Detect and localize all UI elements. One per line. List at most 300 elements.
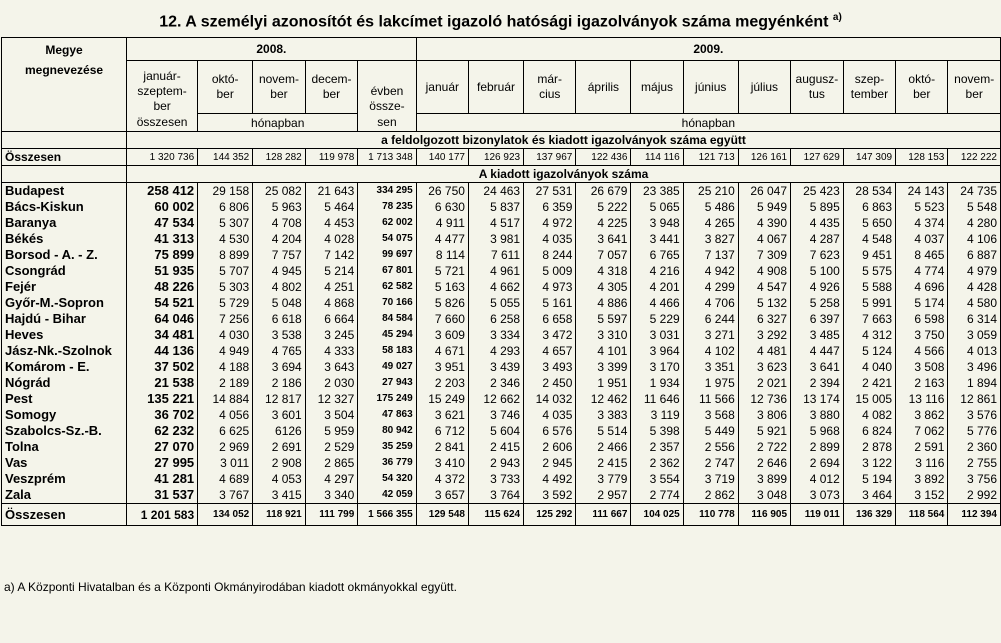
data-cell: 3 862 (914, 408, 945, 422)
data-cell: 5 449 (704, 424, 735, 438)
data-cell: 3 948 (649, 216, 680, 230)
data-cell: 3 746 (490, 408, 521, 422)
data-cell: 4 979 (966, 264, 997, 278)
data-cell: 26 047 (750, 184, 788, 198)
data-cell: 4 453 (324, 216, 355, 230)
data-cell: 12 462 (590, 392, 628, 406)
footnote: a) A Központi Hivatalban és a Központi Okmányirodában kiadott okmányokkal együtt. (4, 580, 457, 594)
data-cell: 334 295 (376, 185, 413, 196)
data-cell: 2 421 (862, 376, 893, 390)
data-cell: 2 957 (597, 488, 628, 502)
data-cell: 4 374 (914, 216, 945, 230)
data-rows (2, 183, 1001, 504)
total-cell: 137 967 (524, 149, 576, 166)
data-cell: 4 216 (649, 264, 680, 278)
data-cell: 4 926 (809, 280, 840, 294)
county-name: Nógrád (5, 375, 51, 390)
data-cell: 3 031 (649, 328, 680, 342)
grand-total-cell: 115 624 (468, 504, 523, 526)
data-cell: 3 073 (809, 488, 840, 502)
data-cell: 4 028 (324, 232, 355, 246)
grand-total-cell: 134 052 (198, 504, 253, 526)
grand-total-cell: 111 799 (305, 504, 358, 526)
data-cell: 4 973 (542, 280, 573, 294)
data-cell: 27 995 (154, 455, 195, 470)
grand-total-cell: 110 778 (683, 504, 738, 526)
data-column-2 (253, 183, 306, 504)
data-cell: 2 362 (649, 456, 680, 470)
data-cell: 3 951 (434, 360, 465, 374)
data-cell: 4 671 (434, 344, 465, 358)
data-cell: 3 441 (649, 232, 680, 246)
data-cell: 44 136 (154, 343, 195, 358)
data-cell: 7 062 (914, 424, 945, 438)
data-cell: 4 945 (271, 264, 302, 278)
data-cell: 4 312 (862, 328, 893, 342)
total-cell: 119 978 (305, 149, 358, 166)
section2-spacer (2, 166, 127, 183)
data-cell: 3 048 (757, 488, 788, 502)
data-cell: 6 664 (324, 312, 355, 326)
data-cell: 6 576 (542, 424, 573, 438)
data-cell: 5 398 (649, 424, 680, 438)
data-cell: 15 005 (855, 392, 893, 406)
col-oct-2008-header: októ- ber (198, 61, 253, 114)
data-column-15 (948, 183, 1001, 504)
data-cell: 62 582 (382, 281, 413, 292)
data-cell: 45 294 (382, 329, 413, 340)
data-cell: 4 868 (324, 296, 355, 310)
data-cell: 25 082 (265, 184, 302, 198)
data-cell: 5 229 (649, 312, 680, 326)
data-cell: 3 245 (324, 328, 355, 342)
data-cell: 4 082 (862, 408, 893, 422)
data-cell: 4 689 (219, 472, 250, 486)
data-cell: 2 591 (914, 440, 945, 454)
data-cell: 54 075 (382, 233, 413, 244)
data-cell: 4 201 (649, 280, 680, 294)
data-cell: 5 163 (434, 280, 465, 294)
data-cell: 4 802 (271, 280, 302, 294)
data-cell: 3 310 (597, 328, 628, 342)
data-cell: 3 641 (597, 232, 628, 246)
data-cell: 5 258 (809, 296, 840, 310)
data-cell: 24 463 (483, 184, 521, 198)
data-cell: 80 942 (382, 425, 413, 436)
county-name: Somogy (5, 407, 57, 422)
data-cell: 4 299 (704, 280, 735, 294)
county-names-cell (2, 183, 127, 504)
grand-total-cell: 112 394 (948, 504, 1001, 526)
col-dec-2008-header: decem- ber (305, 61, 358, 114)
data-cell: 5 548 (966, 200, 997, 214)
data-cell: 8 465 (914, 248, 945, 262)
data-cell: 78 235 (382, 201, 413, 212)
data-cell: 3 621 (434, 408, 465, 422)
jan-sep-unit-label: összesen (127, 114, 198, 132)
col-2009-month-1-header: február (468, 61, 523, 114)
data-cell: 3 538 (271, 328, 302, 342)
data-cell: 62 232 (154, 423, 195, 438)
col-year-total-header: évben össze- (358, 61, 416, 114)
col-2009-month-0-header: január (416, 61, 468, 114)
data-cell: 6 824 (862, 424, 893, 438)
data-cell: 4 053 (271, 472, 302, 486)
data-cell: 27 070 (154, 439, 195, 454)
data-cell: 3 899 (757, 472, 788, 486)
data-cell: 13 174 (803, 392, 840, 406)
data-cell: 14 884 (212, 392, 250, 406)
data-cell: 5 968 (809, 424, 840, 438)
data-cell: 4 188 (219, 360, 250, 374)
data-cell: 4 102 (704, 344, 735, 358)
honapban-2009-label: hónapban (416, 114, 1000, 132)
data-cell: 2 021 (757, 376, 788, 390)
data-cell: 5 514 (597, 424, 628, 438)
data-cell: 2 722 (757, 440, 788, 454)
county-name: Borsod - A. - Z. (5, 247, 98, 262)
data-cell: 4 035 (542, 232, 573, 246)
grand-total-cell: 104 025 (631, 504, 683, 526)
data-cell: 2 646 (757, 456, 788, 470)
data-cell: 54 320 (382, 473, 413, 484)
grand-total-cell: 119 011 (791, 504, 844, 526)
total-cell: 114 116 (631, 149, 683, 166)
data-cell: 2 163 (914, 376, 945, 390)
total-cell: 121 713 (683, 149, 738, 166)
data-cell: 3 767 (219, 488, 250, 502)
data-cell: 12 736 (750, 392, 788, 406)
data-cell: 2 945 (542, 456, 573, 470)
data-cell: 2 357 (649, 440, 680, 454)
data-cell: 99 697 (382, 249, 413, 260)
data-cell: 11 566 (698, 392, 735, 406)
total-cell: 147 309 (843, 149, 895, 166)
data-column-13 (843, 183, 895, 504)
data-cell: 5 464 (324, 200, 355, 214)
data-cell: 3 643 (324, 360, 355, 374)
data-cell: 2 346 (490, 376, 521, 390)
total-cell: 1 713 348 (358, 149, 416, 166)
data-cell: 3 415 (271, 488, 302, 502)
grand-total-row (2, 504, 1001, 526)
data-cell: 5 161 (542, 296, 573, 310)
data-cell: 1 934 (649, 376, 680, 390)
col-2009-month-9-header: októ- ber (896, 61, 948, 114)
data-cell: 6 598 (914, 312, 945, 326)
data-cell: 3 779 (597, 472, 628, 486)
col-2009-month-2-header: már- cius (524, 61, 576, 114)
data-cell: 4 942 (704, 264, 735, 278)
data-cell: 5 959 (324, 424, 355, 438)
title-footnote-mark: a) (832, 12, 842, 23)
data-cell: 5 729 (219, 296, 250, 310)
data-cell: 3 496 (966, 360, 997, 374)
data-cell: 1 975 (704, 376, 735, 390)
data-cell: 1 951 (597, 376, 628, 390)
total-cell: 122 222 (948, 149, 1001, 166)
data-cell: 4 318 (597, 264, 628, 278)
total-cell: 127 629 (791, 149, 844, 166)
data-cell: 5 065 (649, 200, 680, 214)
data-cell: 2 992 (966, 488, 997, 502)
data-cell: 62 002 (382, 217, 413, 228)
data-cell: 4 708 (271, 216, 302, 230)
data-cell: 3 806 (757, 408, 788, 422)
county-name: Jász-Nk.-Szolnok (5, 343, 112, 358)
col-2009-month-8-header: szep- tember (843, 61, 895, 114)
data-cell: 7 256 (219, 312, 250, 326)
data-cell: 3 152 (914, 488, 945, 502)
data-cell: 175 249 (376, 393, 413, 404)
data-cell: 3 340 (324, 488, 355, 502)
data-cell: 24 735 (960, 184, 997, 198)
data-cell: 2 466 (597, 440, 628, 454)
data-cell: 12 861 (960, 392, 997, 406)
data-cell: 6 359 (542, 200, 573, 214)
data-cell: 3 292 (757, 328, 788, 342)
data-cell: 3 399 (597, 360, 628, 374)
data-cell: 6 258 (490, 312, 521, 326)
data-cell: 4 530 (219, 232, 250, 246)
data-cell: 2 203 (434, 376, 465, 390)
data-cell: 5 214 (324, 264, 355, 278)
data-cell: 31 537 (154, 487, 195, 502)
data-cell: 2 186 (271, 376, 302, 390)
data-cell: 2 841 (434, 440, 465, 454)
data-cell: 4 447 (809, 344, 840, 358)
section1-label: a feldolgozott bizonylatok és kiadott igazolványok száma együtt (127, 132, 1001, 149)
data-cell: 5 721 (434, 264, 465, 278)
data-cell: 2 862 (704, 488, 735, 502)
data-cell: 3 694 (271, 360, 302, 374)
data-cell: 6 244 (704, 312, 735, 326)
data-cell: 3 334 (490, 328, 521, 342)
data-cell: 3 609 (434, 328, 465, 342)
data-cell: 2 943 (490, 456, 521, 470)
data-column-9 (631, 183, 683, 504)
data-cell: 42 059 (382, 489, 413, 500)
col-nov-2008-header: novem- ber (253, 61, 306, 114)
data-cell: 4 293 (490, 344, 521, 358)
data-cell: 11 646 (643, 392, 680, 406)
data-cell: 4 492 (542, 472, 573, 486)
data-cell: 5 949 (757, 200, 788, 214)
data-cell: 6 618 (271, 312, 302, 326)
data-cell: 7 660 (434, 312, 465, 326)
total-cell: 126 923 (468, 149, 523, 166)
data-cell: 6 806 (219, 200, 250, 214)
data-cell: 3 170 (649, 360, 680, 374)
data-column-5 (416, 183, 468, 504)
data-cell: 5 963 (271, 200, 302, 214)
data-cell: 5 009 (542, 264, 573, 278)
data-cell: 258 412 (147, 183, 195, 198)
data-cell: 4 908 (757, 264, 788, 278)
data-cell: 5 604 (490, 424, 521, 438)
data-cell: 3 981 (490, 232, 521, 246)
data-cell: 7 137 (704, 248, 735, 262)
data-cell: 4 251 (324, 280, 355, 294)
section1-spacer (2, 132, 127, 149)
data-cell: 27 943 (382, 377, 413, 388)
data-cell: 60 002 (154, 199, 195, 214)
data-cell: 8 899 (219, 248, 250, 262)
data-cell: 5 921 (757, 424, 788, 438)
data-cell: 3 719 (704, 472, 735, 486)
col-2009-month-7-header: augusz- tus (791, 61, 844, 114)
grand-total-cell: 129 548 (416, 504, 468, 526)
data-cell: 3 657 (434, 488, 465, 502)
data-cell: 5 837 (490, 200, 521, 214)
data-cell: 4 013 (966, 344, 997, 358)
section2-label: A kiadott igazolványok száma (127, 166, 1001, 183)
data-cell: 3 576 (966, 408, 997, 422)
data-column-3 (305, 183, 358, 504)
data-cell: 3 601 (271, 408, 302, 422)
data-cell: 41 313 (154, 231, 195, 246)
col-2009-month-3-header: április (576, 61, 631, 114)
data-cell: 4 566 (914, 344, 945, 358)
data-cell: 5 826 (434, 296, 465, 310)
data-cell: 29 158 (212, 184, 250, 198)
data-column-11 (738, 183, 790, 504)
data-cell: 6 658 (542, 312, 573, 326)
total-cell: 140 177 (416, 149, 468, 166)
data-cell: 2 394 (809, 376, 840, 390)
grand-total-cell: 1 201 583 (127, 504, 198, 526)
data-cell: 4 972 (542, 216, 573, 230)
col-2009-month-4-header: május (631, 61, 683, 114)
data-cell: 3 756 (966, 472, 997, 486)
data-cell: 25 423 (803, 184, 840, 198)
total-row-label: Összesen (2, 149, 127, 166)
data-cell: 3 827 (704, 232, 735, 246)
data-cell: 2 606 (542, 440, 573, 454)
data-cell: 9 451 (862, 248, 893, 262)
data-cell: 12 817 (265, 392, 302, 406)
grand-total-cell: 118 921 (253, 504, 306, 526)
data-cell: 4 435 (809, 216, 840, 230)
header-row-years (2, 38, 1001, 61)
data-cell: 2 755 (966, 456, 997, 470)
year-2009-header: 2009. (416, 38, 1000, 61)
data-cell: 4 305 (597, 280, 628, 294)
data-cell: 4 949 (219, 344, 250, 358)
data-cell: 3 892 (914, 472, 945, 486)
data-cell: 3 554 (649, 472, 680, 486)
data-cell: 2 415 (597, 456, 628, 470)
data-cell: 7 611 (490, 248, 521, 262)
data-cell: 15 249 (428, 392, 465, 406)
data-cell: 2 694 (809, 456, 840, 470)
data-cell: 4 517 (490, 216, 521, 230)
data-cell: 12 327 (317, 392, 355, 406)
data-cell: 2 878 (862, 440, 893, 454)
data-cell: 4 067 (757, 232, 788, 246)
data-cell: 2 450 (542, 376, 573, 390)
data-cell: 7 757 (271, 248, 302, 262)
data-cell: 4 961 (490, 264, 521, 278)
data-cell: 41 281 (154, 471, 195, 486)
data-cell: 4 481 (757, 344, 788, 358)
county-name: Vas (5, 455, 28, 470)
data-cell: 3 592 (542, 488, 573, 502)
data-cell: 2 899 (809, 440, 840, 454)
county-name: Baranya (5, 215, 57, 230)
data-cell: 4 030 (219, 328, 250, 342)
data-cell: 5 895 (809, 200, 840, 214)
data-cell: 4 225 (597, 216, 628, 230)
data-cell: 2 529 (324, 440, 355, 454)
data-cell: 2 691 (271, 440, 302, 454)
data-cell: 21 538 (154, 375, 195, 390)
data-cell: 24 143 (907, 184, 945, 198)
data-cell: 48 226 (154, 279, 195, 294)
data-cell: 47 534 (154, 215, 195, 230)
data-cell: 2 908 (271, 456, 302, 470)
data-cell: 67 801 (382, 265, 413, 276)
data-table (1, 37, 1001, 526)
county-name: Szabolcs-Sz.-B. (5, 423, 102, 438)
page-title (0, 12, 1001, 31)
data-cell: 2 415 (490, 440, 521, 454)
data-cell: 26 750 (428, 184, 465, 198)
data-cell: 5 048 (271, 296, 302, 310)
data-cell: 75 899 (154, 247, 195, 262)
data-cell: 2 747 (704, 456, 735, 470)
data-cell: 5 486 (704, 200, 735, 214)
data-cell: 5 707 (219, 264, 250, 278)
data-cell: 64 046 (154, 311, 195, 326)
grand-total-cell: 116 905 (738, 504, 790, 526)
data-cell: 4 548 (862, 232, 893, 246)
data-cell: 4 428 (966, 280, 997, 294)
data-cell: 4 101 (597, 344, 628, 358)
data-cell: 6 397 (809, 312, 840, 326)
data-column-8 (576, 183, 631, 504)
year-2008-header: 2008. (127, 38, 417, 61)
data-cell: 4 580 (966, 296, 997, 310)
data-cell: 4 886 (597, 296, 628, 310)
total-cell: 122 436 (576, 149, 631, 166)
data-cell: 7 623 (809, 248, 840, 262)
data-cell: 5 174 (914, 296, 945, 310)
data-cell: 35 259 (382, 441, 413, 452)
data-cell: 6 327 (757, 312, 788, 326)
data-cell: 5 222 (597, 200, 628, 214)
data-cell: 4 012 (809, 472, 840, 486)
data-cell: 27 531 (535, 184, 573, 198)
col-jan-sep-header: január- szeptem- ber (127, 61, 198, 114)
data-cell: 4 280 (966, 216, 997, 230)
data-cell: 37 502 (154, 359, 195, 374)
data-cell: 2 865 (324, 456, 355, 470)
data-cell: 3 504 (324, 408, 355, 422)
data-cell: 4 390 (757, 216, 788, 230)
data-cell: 6 625 (219, 424, 250, 438)
county-name: Hajdú - Bihar (5, 311, 86, 326)
data-column-14 (896, 183, 948, 504)
total-cell: 128 282 (253, 149, 306, 166)
data-cell: 5 776 (966, 424, 997, 438)
data-cell: 3 410 (434, 456, 465, 470)
data-cell: 2 030 (324, 376, 355, 390)
data-cell: 12 662 (483, 392, 521, 406)
data-cell: 5 307 (219, 216, 250, 230)
data-cell: 7 309 (757, 248, 788, 262)
data-cell: 4 204 (271, 232, 302, 246)
